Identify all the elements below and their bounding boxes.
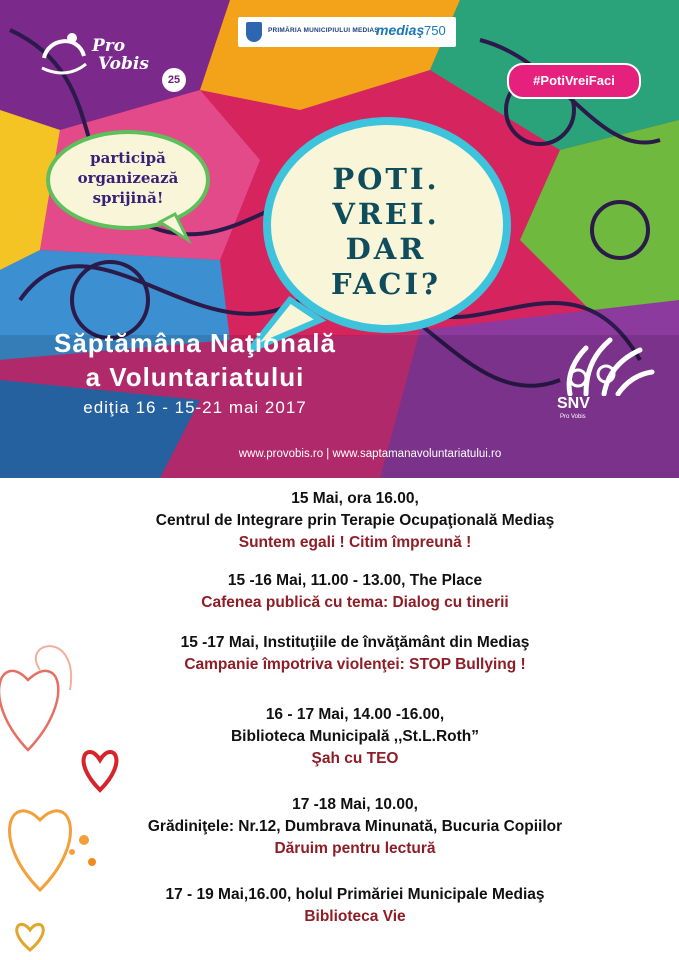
bubble-main-line: POTI. <box>332 162 440 196</box>
event-info: 17 -18 Mai, 10.00, <box>292 796 418 813</box>
bubble-main-line: VREI. <box>332 197 440 231</box>
website-urls: www.provobis.ro | www.saptamanavoluntariatului.ro <box>238 448 502 460</box>
event-info: 15 -17 Mai, Instituţiile de învăţământ din Mediaş <box>180 634 530 651</box>
provobis-figure-icon <box>38 28 90 78</box>
bubble-main-line: DAR <box>345 232 427 266</box>
bubble-main-line: FACI? <box>330 267 442 301</box>
anniversary-badge: 25 <box>162 68 186 92</box>
event-info: 15 Mai, ora 16.00, <box>291 490 419 507</box>
event-activity: Suntem egali ! Citim împreună ! <box>238 534 472 551</box>
org-name-line2: Vobis <box>98 54 149 74</box>
event-item <box>30 794 679 860</box>
events-list <box>0 478 679 960</box>
snv-logo: SNV <box>557 395 590 412</box>
event-item <box>30 704 679 770</box>
event-title <box>30 326 360 394</box>
speech-bubble-main <box>300 162 472 302</box>
event-info: Grădiniţele: Nr.12, Dumbrava Minunată, Bucuria Copiilor <box>147 818 563 835</box>
hands-logo-icon <box>556 328 656 396</box>
coat-of-arms-icon <box>246 22 262 42</box>
bubble-small-line: participă <box>90 149 166 167</box>
sponsor-primaria: PRIMĂRIA MUNICIPIULUI MEDIAŞ <box>268 27 379 34</box>
event-info: 17 - 19 Mai,16.00, holul Primăriei Municipale Mediaş <box>165 886 545 903</box>
event-edition: ediţia 16 - 15-21 mai 2017 <box>83 398 307 417</box>
event-title-line1: Săptămâna Naţională <box>54 328 336 358</box>
event-item <box>30 570 679 614</box>
event-activity: Cafenea publică cu tema: Dialog cu tinerii <box>201 594 509 611</box>
event-item <box>30 632 679 676</box>
event-activity: Dăruim pentru lectură <box>274 840 436 857</box>
hashtag-badge: #PotiVreiFaci <box>507 63 641 99</box>
speech-bubble-small <box>66 148 190 208</box>
poster-banner <box>0 0 679 478</box>
event-info: 15 -16 Mai, 11.00 - 13.00, The Place <box>227 572 483 589</box>
sponsor-bar <box>238 17 456 47</box>
org-name-line1: Pro <box>92 36 126 56</box>
event-info: Centrul de Integrare prin Terapie Ocupaţională Mediaş <box>155 512 555 529</box>
event-info: 16 - 17 Mai, 14.00 -16.00, <box>265 706 445 723</box>
event-activity: Şah cu TEO <box>311 750 399 767</box>
event-title-line2: a Voluntariatului <box>85 362 305 392</box>
snv-by-provobis: Pro Vobis <box>560 414 586 420</box>
sponsor-medias: mediaş <box>376 22 425 38</box>
event-activity: Biblioteca Vie <box>304 908 406 925</box>
event-item <box>30 488 679 554</box>
event-info: Biblioteca Municipală ,,St.L.Roth” <box>230 728 479 745</box>
event-activity: Campanie împotriva violenţei: STOP Bullying ! <box>184 656 526 673</box>
bubble-small-line: sprijină! <box>92 189 164 207</box>
event-item <box>30 884 679 928</box>
sponsor-750: 750 <box>424 23 446 38</box>
bubble-small-line: organizează <box>77 169 179 187</box>
